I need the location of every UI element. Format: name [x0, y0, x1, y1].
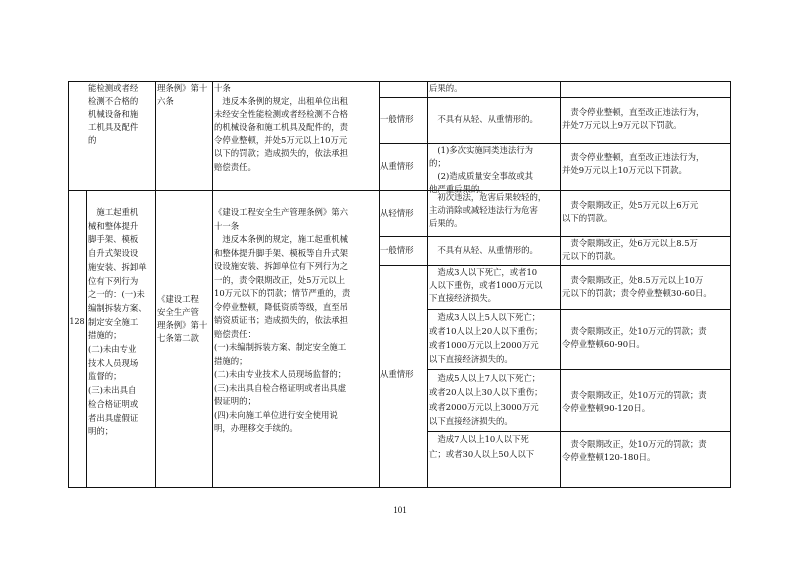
prev-circumstance-cell: 从重情形	[380, 161, 414, 171]
table-border-bottom	[68, 487, 731, 488]
standard-cell: 造成7人以上10人以下死 亡；或者30人以上50人以下	[429, 434, 535, 459]
standard-cell: 造成5人以上7人以下死亡； 或者20人以上30人以下重伤； 或者2000万元以上3000万元 以下直接经济损失的。	[429, 373, 543, 426]
prev-behavior-cell: 能检测或者经 检测不合格的 机械设备和施 工机具及配件 的	[88, 83, 139, 146]
circumstance-cell: 从重情形	[380, 369, 414, 379]
penalty-cell: 责令限期改正，处6万元以上8.5万 元以下的罚款。	[562, 238, 698, 262]
prev-penalty-cell: 责令停业整顿，直至改正违法行为， 并处7万元以上9万元以下罚款。	[562, 107, 705, 131]
penalty-cell: 责令限期改正，处8.5万元以上10万 元以下的罚款；责令停业整顿30-60日。	[562, 275, 712, 299]
penalty-cell: 责令限期改正，处10万元的罚款；责 令停业整顿60-90日。	[562, 326, 707, 350]
penalty-cell: 责令限期改正，处10万元的罚款；责 令停业整顿90-120日。	[562, 390, 707, 414]
behavior-cell: 施工起重机 械和整体提升 脚手架、模板 自升式架设设 施安装、拆卸单 位有下列行为 之一的：(一)未 编制拆装方案、 制定安全施工 措施的； (二)未由专业 技术人员现场 监督的； (三)未出具自 检合格证明或 者出具虚假证 明的；	[88, 207, 147, 437]
standard-cell: 不具有从轻、从重情形的。	[429, 245, 538, 255]
col-divider-1	[86, 190, 87, 487]
row-number-cell: 128	[69, 317, 85, 326]
col-divider-2	[155, 81, 156, 487]
prev-circumstance-cell: 一般情形	[380, 114, 414, 124]
standard-cell: 初次违法，危害后果较轻的， 主动消除或减轻违法行为危害 后果的。	[429, 192, 547, 229]
prev-provision-cell: 十条 违反本条例的规定，出租单位出租 未经安全性能检测或者经检测不合格 的机械设备和施工机具及配件的，责 令停业整顿，并处5万元以上10万元 以下的罚款；造成损失的，依法承担 赔偿责任。	[214, 83, 348, 172]
prev-penalty-cell: 责令停业整顿，直至改正违法行为， 并处9万元以上10万元以下罚款。	[562, 152, 705, 176]
row-divider	[379, 97, 731, 98]
prev-standard-cell: (1)多次实施同类违法行为 的； (2)造成质量安全事故或其 他严重后果的。	[429, 145, 533, 195]
page-number: 101	[393, 505, 407, 515]
table-border-left	[68, 81, 69, 487]
provision-cell: 《建设工程安全生产管理条例》第六 十一条 违反本条例的规定，施工起重机械 和整体提升脚手架、模板等自升式架 设设施安装、拆卸单位有下列行为之 一的，责令限期改正，处5万元以上 10万元以下的罚款；情节严重的，责 令停业整顿，降低资质等级，直至吊 销资质证书；造成损失的，依法承担 赔偿责任： (一)未编制拆装方案、制定安全施工 措施的； (二)未由专业技术人员现场监督的； (三)未出具自检合格证明或者出具虚 假证明的； (四)未向施工单位进行安全使用说 明，办理移交手续的。	[214, 207, 351, 433]
standard-cell: 造成3人以下死亡，或者10 人以下重伤，或者1000万元以 下直接经济损失。	[429, 267, 543, 304]
penalty-cell: 责令限期改正，处10万元的罚款；责 令停业整顿120-180日。	[562, 439, 707, 463]
col-divider-3	[212, 81, 213, 487]
col-divider-4	[379, 81, 380, 487]
basis-cell: 《建设工程 安全生产管 理条例》第十 七条第二款	[157, 294, 208, 344]
prev-basis-cell: 理条例》第十 六条	[157, 83, 208, 107]
prev-standard-cell: 后果的。	[429, 83, 463, 93]
circumstance-cell: 一般情形	[380, 245, 414, 255]
row-divider	[427, 369, 731, 370]
row-divider	[68, 190, 731, 191]
penalty-cell: 责令限期改正，处5万元以上6万元 以下的罚款。	[562, 200, 699, 224]
prev-standard-cell: 不具有从轻、从重情形的。	[429, 114, 538, 124]
table-border-right	[730, 81, 731, 487]
standard-cell: 造成3人以上5人以下死亡； 或者10人以上20人以下重伤； 或者1000万元以上2000万元 以下直接经济损失的。	[429, 312, 543, 364]
circumstance-cell: 从轻情形	[380, 208, 414, 218]
col-divider-5	[427, 81, 428, 487]
col-divider-6	[560, 81, 561, 487]
